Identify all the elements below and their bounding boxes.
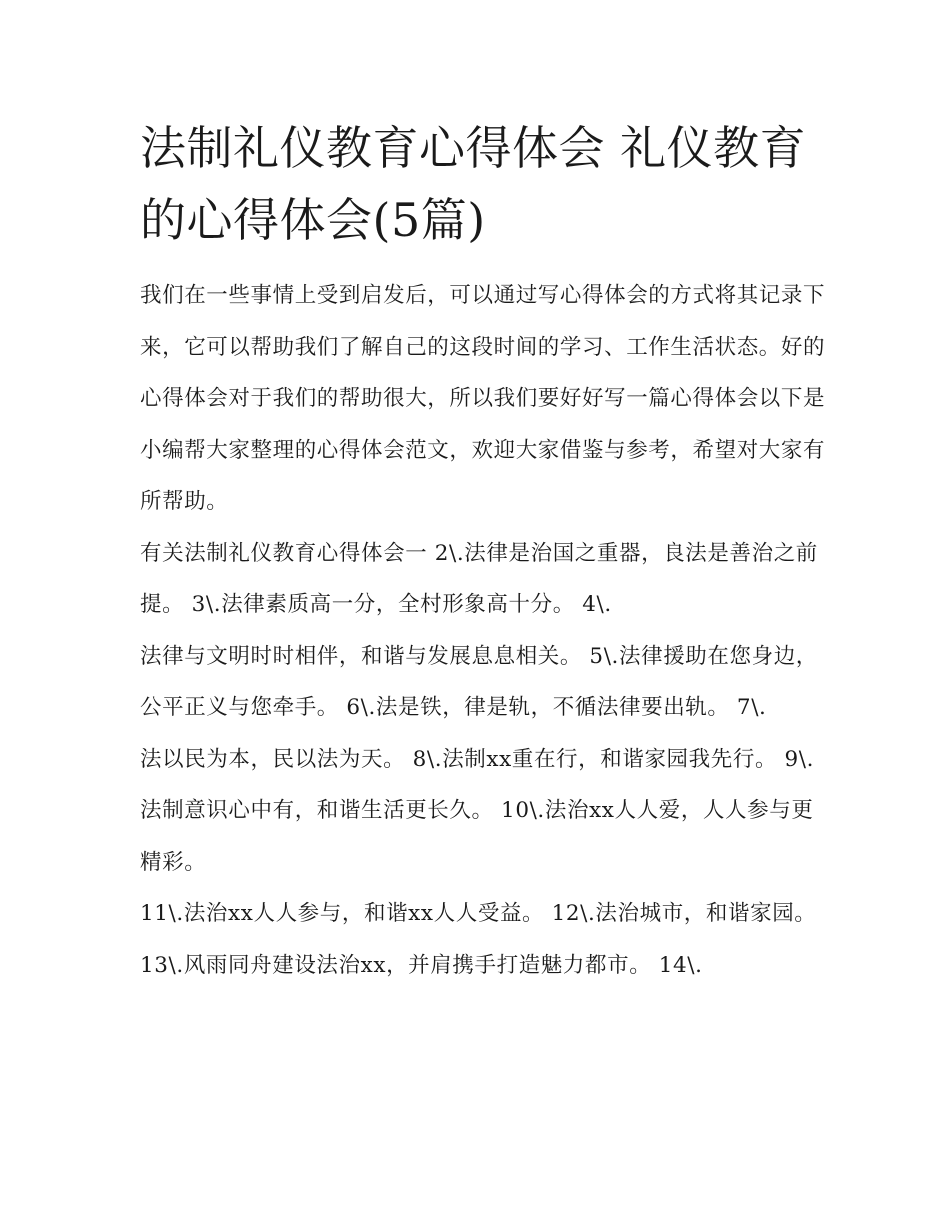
body-paragraph-3: 法以民为本，民以法为天。 8\.法制xx重在行，和谐家园我先行。 9\.法制意识心中有，和谐生活更长久。 10\.法治xx人人爱，人人参与更精彩。 xyxy=(140,746,815,875)
body-paragraph-1: 有关法制礼仪教育心得体会一 2\.法律是治国之重器，良法是善治之前提。 3\.法律素质高一分，全村形象高十分。 4\. xyxy=(140,540,818,617)
document-title: 法制礼仪教育心得体会 礼仪教育的心得体会(5篇) xyxy=(140,121,807,247)
document-page xyxy=(140,112,830,991)
intro-paragraph: 我们在一些事情上受到启发后，可以通过写心得体会的方式将其记录下来，它可以帮助我们了解自己的这段时间的学习、工作生活状态。好的心得体会对于我们的帮助很大，所以我们要好好写一篇心得体会以下是小编帮大家整理的心得体会范文，欢迎大家借鉴与参考，希望对大家有所帮助。 xyxy=(140,283,826,514)
body-paragraph-4: 11\.法治xx人人参与，和谐xx人人受益。 12\.法治城市，和谐家园。 13\.风雨同舟建设法治xx，并肩携手打造魅力都市。 14\. xyxy=(140,901,817,978)
body-paragraph-2: 法律与文明时时相伴，和谐与发展息息相关。 5\.法律援助在您身边，公平正义与您牵手。 6\.法是铁，律是轨，不循法律要出轨。 7\. xyxy=(140,643,818,720)
